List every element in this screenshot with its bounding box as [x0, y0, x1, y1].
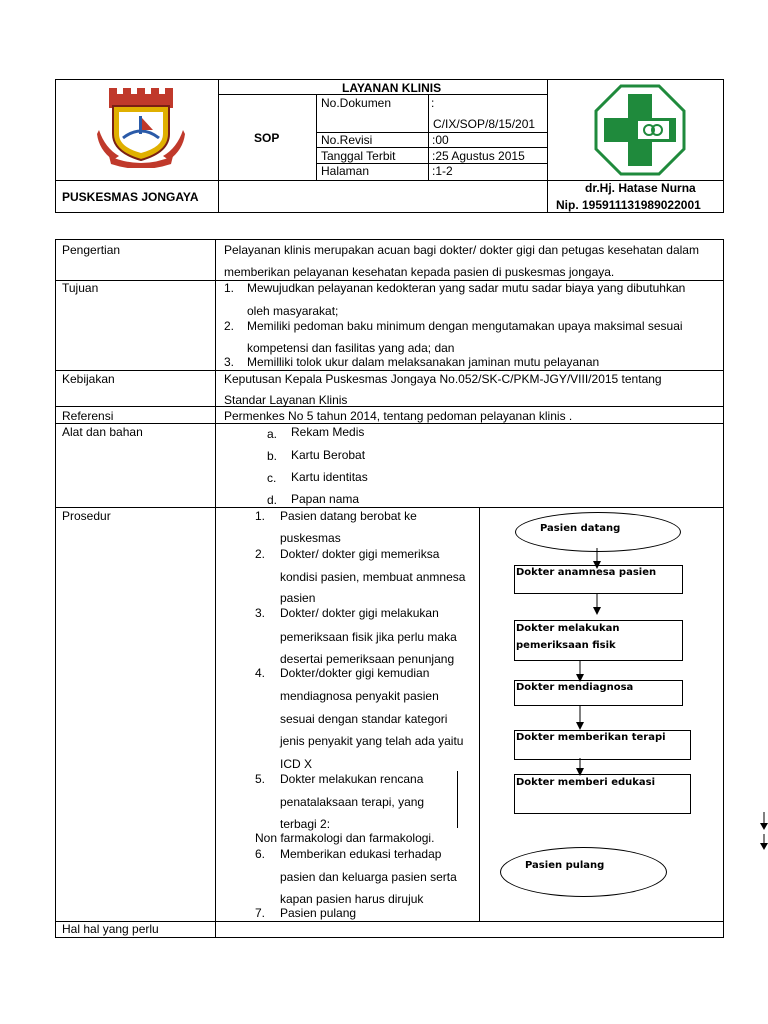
- label-referensi: Referensi: [62, 409, 114, 423]
- step-6-line-2: pasien dan keluarga pasien serta: [280, 870, 457, 884]
- tujuan-number-3: 3.: [224, 355, 235, 369]
- page-value: :1-2: [432, 164, 453, 178]
- flow-start-label: Pasien datang: [540, 523, 621, 534]
- step-2-line-2: kondisi pasien, membuat anmnesa: [280, 570, 466, 584]
- alat-item-a: Rekam Medis: [291, 425, 365, 439]
- organization-name: PUSKESMAS JONGAYA: [62, 190, 199, 204]
- step-4-line-3: sesuai dengan standar kategori: [280, 712, 448, 726]
- alat-item-b: Kartu Berobat: [291, 448, 366, 462]
- doc-number-value: C/IX/SOP/8/15/201: [433, 117, 536, 131]
- step-number-5: 5.: [255, 772, 266, 786]
- step-3-line-1: Dokter/ dokter gigi melakukan: [280, 606, 439, 620]
- kebijakan-line-1: Keputusan Kepala Puskesmas Jongaya No.052/SK-C/PKM-JGY/VIII/2015 tentang: [224, 372, 662, 386]
- referensi-text: Permenkes No 5 tahun 2014, tentang pedoman pelayanan klinis .: [224, 409, 573, 423]
- margin-arrows-icon: [758, 810, 768, 854]
- label-kebijakan: Kebijakan: [62, 372, 115, 386]
- flow-box-edukasi-label: Dokter memberi edukasi: [516, 777, 656, 788]
- alat-marker-c: c.: [267, 471, 277, 485]
- label-pengertian: Pengertian: [62, 243, 121, 257]
- flow-box-anamnesa: [514, 565, 683, 594]
- tujuan-2-line-1: Memiliki pedoman baku minimum dengan mengutamakan upaya maksimal sesuai: [247, 319, 683, 333]
- flow-end-label: Pasien pulang: [525, 860, 605, 871]
- label-hal-yang-perlu: Hal hal yang perlu: [62, 922, 159, 936]
- step-3-line-3: desertai pemeriksaan penunjang: [280, 652, 455, 666]
- flow-box-diagnosa-label: Dokter mendiagnosa: [516, 682, 634, 693]
- label-prosedur: Prosedur: [62, 509, 111, 523]
- step-6-line-1: Memberikan edukasi terhadap: [280, 847, 442, 861]
- step-4-line-1: Dokter/dokter gigi kemudian: [280, 666, 430, 680]
- flow-box-pemeriksaan: [514, 620, 683, 661]
- revision-value: :00: [432, 133, 449, 147]
- sop-label: SOP: [254, 131, 280, 145]
- step-number-3: 3.: [255, 606, 266, 620]
- tujuan-1-line-2: oleh masyarakat;: [247, 304, 339, 318]
- tujuan-2-line-2: kompetensi dan fasilitas yang ada; dan: [247, 341, 455, 355]
- page-title: LAYANAN KLINIS: [342, 81, 442, 95]
- signer-nip: Nip. 195911131989022001: [556, 198, 701, 212]
- step-number-1: 1.: [255, 509, 266, 523]
- label-tujuan: Tujuan: [62, 281, 99, 295]
- tujuan-number-1: 1.: [224, 281, 235, 295]
- tujuan-1-line-1: Mewujudkan pelayanan kedokteran yang sadar mutu sadar biaya yang dibutuhkan: [247, 281, 686, 295]
- alat-item-c: Kartu identitas: [291, 470, 368, 484]
- flow-box-edukasi: [514, 774, 691, 814]
- doc-number-colon: :: [431, 96, 435, 110]
- pengertian-line-2: memberikan pelayanan kesehatan kepada pasien di puskesmas jongaya.: [224, 265, 615, 279]
- step-5-line-3: terbagi 2:: [280, 817, 331, 831]
- flow-box-pemeriksaan-line-2: pemeriksaan fisik: [516, 640, 616, 651]
- step-number-6: 6.: [255, 847, 266, 861]
- step-number-4: 4.: [255, 666, 266, 680]
- issue-date-value: :25 Agustus 2015: [432, 149, 525, 163]
- page-label: Halaman: [321, 164, 370, 178]
- revision-label: No.Revisi: [321, 133, 373, 147]
- step-number-2: 2.: [255, 547, 266, 561]
- alat-marker-a: a.: [267, 427, 278, 441]
- step-4-line-2: mendiagnosa penyakit pasien: [280, 689, 439, 703]
- flow-box-terapi: [514, 730, 691, 760]
- label-alat-dan-bahan: Alat dan bahan: [62, 425, 143, 439]
- flow-box-diagnosa: [514, 680, 683, 706]
- doc-number-label: No.Dokumen: [321, 96, 392, 110]
- signer-name: dr.Hj. Hatase Nurna: [585, 181, 696, 195]
- step-2-line-3: pasien: [280, 591, 316, 605]
- pengertian-line-1: Pelayanan klinis merupakan acuan bagi dokter/ dokter gigi dan petugas kesehatan dalam: [224, 243, 699, 257]
- alat-marker-d: d.: [267, 493, 278, 507]
- alat-item-d: Papan nama: [291, 492, 360, 506]
- step-1-line-1: Pasien datang berobat ke: [280, 509, 417, 523]
- step-5-line-4: Non farmakologi dan farmakologi.: [255, 831, 435, 845]
- issue-date-label: Tanggal Terbit: [321, 149, 396, 163]
- alat-marker-b: b.: [267, 449, 278, 463]
- flow-box-terapi-label: Dokter memberikan terapi: [516, 732, 666, 743]
- flow-box-anamnesa-label: Dokter anamnesa pasien: [516, 567, 657, 578]
- step-3-line-2: pemeriksaan fisik jika perlu maka: [280, 630, 457, 644]
- flow-box-pemeriksaan-line-1: Dokter melakukan: [516, 623, 620, 634]
- step-7-line-1: Pasien pulang: [280, 906, 357, 920]
- flow-end-node: [500, 847, 667, 897]
- puskesmas-green-cross-icon: [594, 84, 686, 176]
- step-6-line-3: kapan pasien harus dirujuk: [280, 892, 424, 906]
- step-2-line-1: Dokter/ dokter gigi memeriksa: [280, 547, 440, 561]
- tujuan-number-2: 2.: [224, 319, 235, 333]
- step-5-line-1: Dokter melakukan rencana: [280, 772, 424, 786]
- step-number-7: 7.: [255, 906, 266, 920]
- step-1-line-2: puskesmas: [280, 531, 341, 545]
- kebijakan-line-2: Standar Layanan Klinis: [224, 393, 348, 407]
- step-4-line-4: jenis penyakit yang telah ada yaitu: [280, 734, 464, 748]
- step-5-line-2: penatalaksaan terapi, yang: [280, 795, 425, 809]
- flow-start-node: [515, 512, 681, 552]
- tujuan-3-line-1: Memilliki tolok ukur dalam melaksanakan jaminan mutu pelayanan: [247, 355, 600, 369]
- step-4-line-5: ICD X: [280, 757, 313, 771]
- kota-makassar-crest-icon: [95, 86, 187, 168]
